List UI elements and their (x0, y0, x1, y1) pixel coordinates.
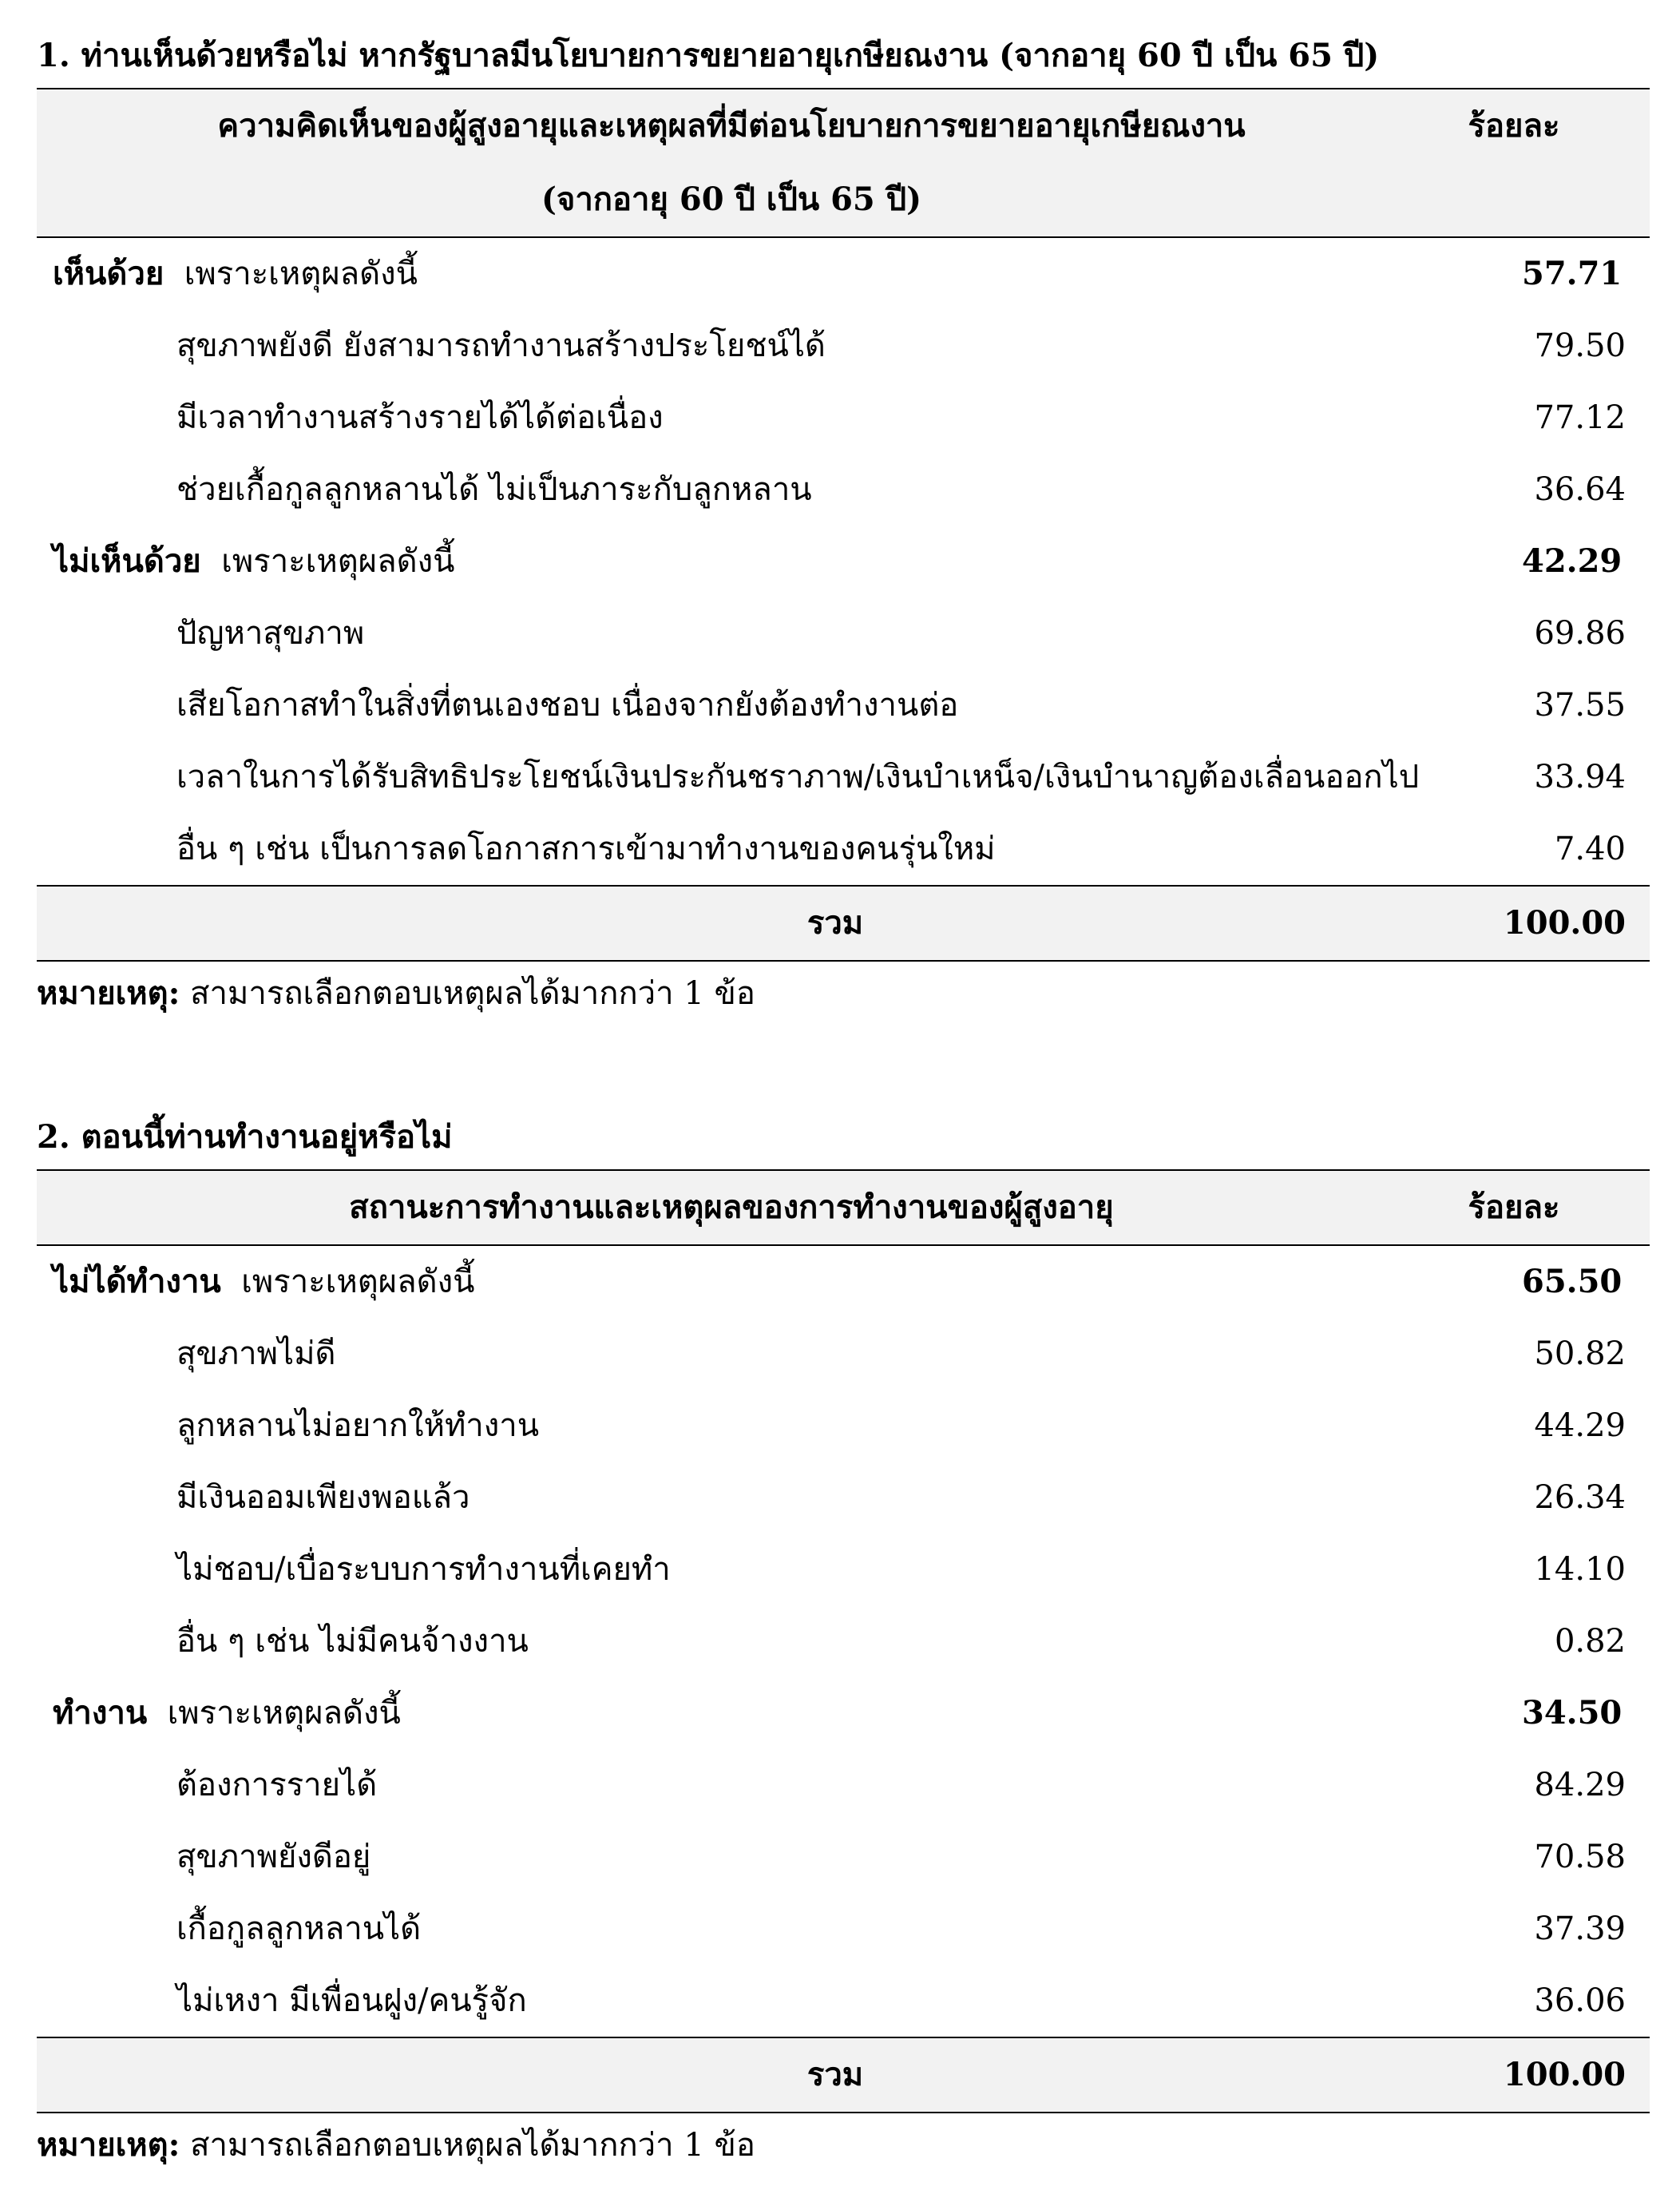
question-1-header-label (37, 89, 1426, 237)
category-value: 57.71 (1522, 255, 1623, 292)
reason-label: สุขภาพยังดีอยู่ (176, 1839, 371, 1875)
reason-label: เสียโอกาสทำในสิ่งที่ตนเองชอบ เนื่องจากยังต้องทำงานต่อ (176, 687, 959, 724)
question-1-table (37, 88, 1650, 962)
reason-value: 0.82 (1554, 1623, 1626, 1660)
table-row (37, 1605, 1650, 1677)
reason-label: อื่น ๆ เช่น ไม่มีคนจ้างงาน (176, 1623, 529, 1660)
category-row (37, 1677, 1650, 1749)
reason-value: 69.86 (1534, 615, 1626, 652)
table-row (37, 1749, 1650, 1821)
table-row (37, 741, 1650, 813)
category-row (37, 526, 1650, 597)
reason-value: 36.06 (1534, 1982, 1626, 2019)
reason-label: อื่น ๆ เช่น เป็นการลดโอกาสการเข้ามาทำงานของคนรุ่นใหม่ (176, 831, 996, 867)
question-2-table (37, 1169, 1650, 2113)
reason-label: ต้องการรายได้ (176, 1767, 378, 1803)
reason-value: 79.50 (1534, 327, 1626, 364)
reason-label: ช่วยเกื้อกูลลูกหลานได้ ไม่เป็นภาระกับลูกหลาน (176, 471, 812, 508)
document-page (37, 32, 1650, 2177)
category-label: เห็นด้วย เพราะเหตุผลดังนี้ (53, 255, 418, 292)
question-1-header-line-1: ความคิดเห็นของผู้สูงอายุและเหตุผลที่มีต่อนโยบายการขยายอายุเกษียณงาน (217, 107, 1246, 145)
total-label: รวม (806, 2056, 864, 2093)
reason-value: 7.40 (1554, 831, 1626, 867)
table-row (37, 1893, 1650, 1965)
table-row (37, 382, 1650, 454)
question-2-header-percent: ร้อยละ (1468, 1188, 1560, 1226)
reason-value: 37.39 (1534, 1910, 1626, 1947)
reason-label: สุขภาพยังดี ยังสามารถทำงานสร้างประโยชน์ได้ (176, 327, 826, 364)
question-1-title: 1. ท่านเห็นด้วยหรือไม่ หากรัฐบาลมีนโยบายการขยายอายุเกษียณงาน (จากอายุ 60 ปี เป็น 65 ปี) (37, 37, 1380, 74)
total-row (37, 2037, 1650, 2113)
reason-value: 26.34 (1534, 1479, 1626, 1516)
reason-value: 44.29 (1534, 1407, 1626, 1444)
reason-value: 37.55 (1534, 687, 1626, 724)
question-1-table-header (37, 89, 1650, 237)
reason-label: ไม่เหงา มีเพื่อนฝูง/คนรู้จัก (176, 1982, 527, 2019)
category-label: ไม่เห็นด้วย เพราะเหตุผลดังนี้ (53, 542, 455, 580)
question-2-header-label: สถานะการทำงานและเหตุผลของการทำงานของผู้สูงอายุ (349, 1188, 1114, 1226)
reason-label: ไม่ชอบ/เบื่อระบบการทำงานที่เคยทำ (176, 1551, 671, 1588)
table-row (37, 1533, 1650, 1605)
total-value: 100.00 (1503, 904, 1626, 942)
category-value: 65.50 (1522, 1263, 1623, 1300)
question-1-header-line-2: (จากอายุ 60 ปี เป็น 65 ปี) (541, 181, 922, 218)
reason-label: เกื้อกูลลูกหลานได้ (176, 1910, 422, 1947)
question-1-note: หมายเหตุ: สามารถเลือกตอบเหตุผลได้มากกว่า 1 ข้อ (37, 974, 755, 1012)
category-row (37, 1245, 1650, 1318)
table-row (37, 597, 1650, 669)
reason-label: เวลาในการได้รับสิทธิประโยชน์เงินประกันชราภาพ/เงินบำเหน็จ/เงินบำนาญต้องเลื่อนออกไป (176, 759, 1420, 795)
question-2-title: 2. ตอนนี้ท่านทำงานอยู่หรือไม่ (37, 1118, 453, 1156)
category-value: 42.29 (1522, 542, 1623, 580)
category-row (37, 237, 1650, 310)
table-row (37, 1390, 1650, 1462)
total-label: รวม (806, 904, 864, 942)
reason-label: ปัญหาสุขภาพ (176, 615, 365, 652)
category-label: ทำงาน เพราะเหตุผลดังนี้ (53, 1694, 401, 1732)
reason-label: ลูกหลานไม่อยากให้ทำงาน (176, 1407, 540, 1444)
table-row (37, 454, 1650, 526)
reason-value: 70.58 (1534, 1839, 1626, 1875)
table-row (37, 1318, 1650, 1390)
reason-label: สุขภาพไม่ดี (176, 1335, 336, 1372)
table-row (37, 310, 1650, 382)
reason-value: 84.29 (1534, 1767, 1626, 1803)
reason-value: 14.10 (1534, 1551, 1626, 1588)
reason-value: 77.12 (1534, 399, 1626, 436)
total-value: 100.00 (1503, 2056, 1626, 2093)
table-row (37, 1821, 1650, 1893)
category-label: ไม่ได้ทำงาน เพราะเหตุผลดังนี้ (53, 1263, 475, 1300)
question-2-note: หมายเหตุ: สามารถเลือกตอบเหตุผลได้มากกว่า 1 ข้อ (37, 2126, 755, 2164)
reason-label: มีเงินออมเพียงพอแล้ว (176, 1479, 470, 1516)
reason-value: 33.94 (1534, 759, 1626, 795)
table-row (37, 669, 1650, 741)
table-row (37, 1462, 1650, 1533)
table-row (37, 1965, 1650, 2037)
reason-label: มีเวลาทำงานสร้างรายได้ได้ต่อเนื่อง (176, 399, 664, 436)
category-value: 34.50 (1522, 1694, 1623, 1732)
question-1-header-percent: ร้อยละ (1468, 107, 1560, 145)
total-row (37, 886, 1650, 961)
reason-value: 36.64 (1534, 471, 1626, 508)
table-row (37, 813, 1650, 886)
question-2-table-header (37, 1170, 1650, 1245)
reason-value: 50.82 (1534, 1335, 1626, 1372)
